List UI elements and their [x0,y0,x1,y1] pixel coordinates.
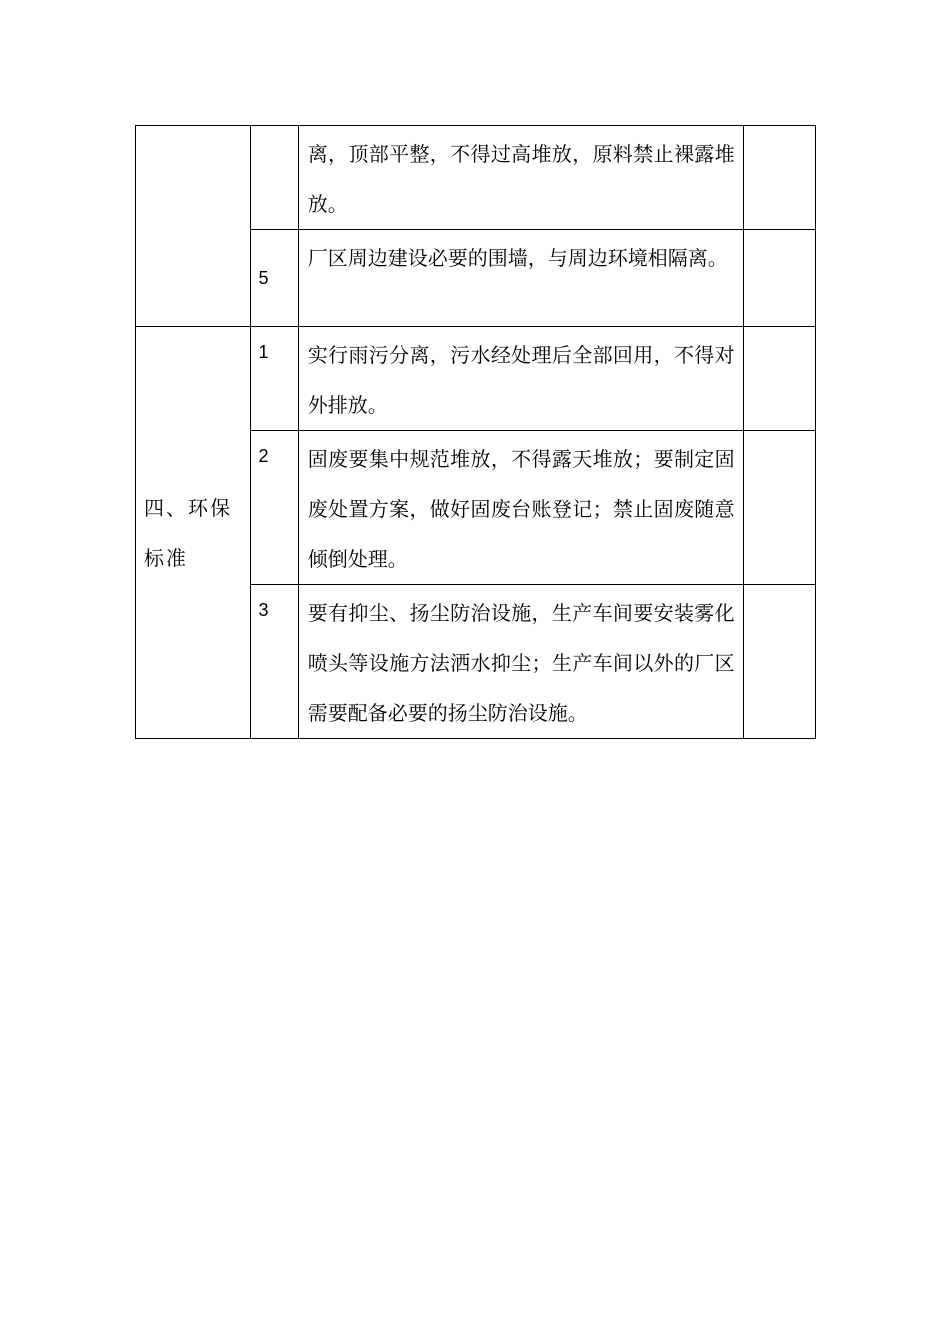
requirement-text-cell: 固废要集中规范堆放，不得露天堆放；要制定固废处置方案，做好固废台账登记；禁止固废随意倾倒处理。 [298,431,743,585]
item-number-cell [250,126,298,230]
standards-table [135,125,816,739]
requirement-text-cell: 厂区周边建设必要的围墙，与周边环境相隔离。 [298,230,743,327]
table-row [136,126,816,230]
remarks-cell [743,230,815,327]
item-number-cell: 2 [250,431,298,585]
requirement-text-cell: 要有抑尘、扬尘防治设施，生产车间要安装雾化喷头等设施方法洒水抑尘；生产车间以外的厂区需要配备必要的扬尘防治设施。 [298,585,743,739]
remarks-cell [743,585,815,739]
item-number-cell: 3 [250,585,298,739]
item-number-cell: 5 [250,230,298,327]
table-row [136,327,816,431]
item-number-cell: 1 [250,327,298,431]
requirement-text-cell: 离，顶部平整，不得过高堆放，原料禁止裸露堆放。 [298,126,743,230]
remarks-cell [743,126,815,230]
remarks-cell [743,431,815,585]
category-cell [136,126,251,327]
remarks-cell [743,327,815,431]
category-cell: 四、环保标准 [136,327,251,739]
requirement-text-cell: 实行雨污分离，污水经处理后全部回用，不得对外排放。 [298,327,743,431]
